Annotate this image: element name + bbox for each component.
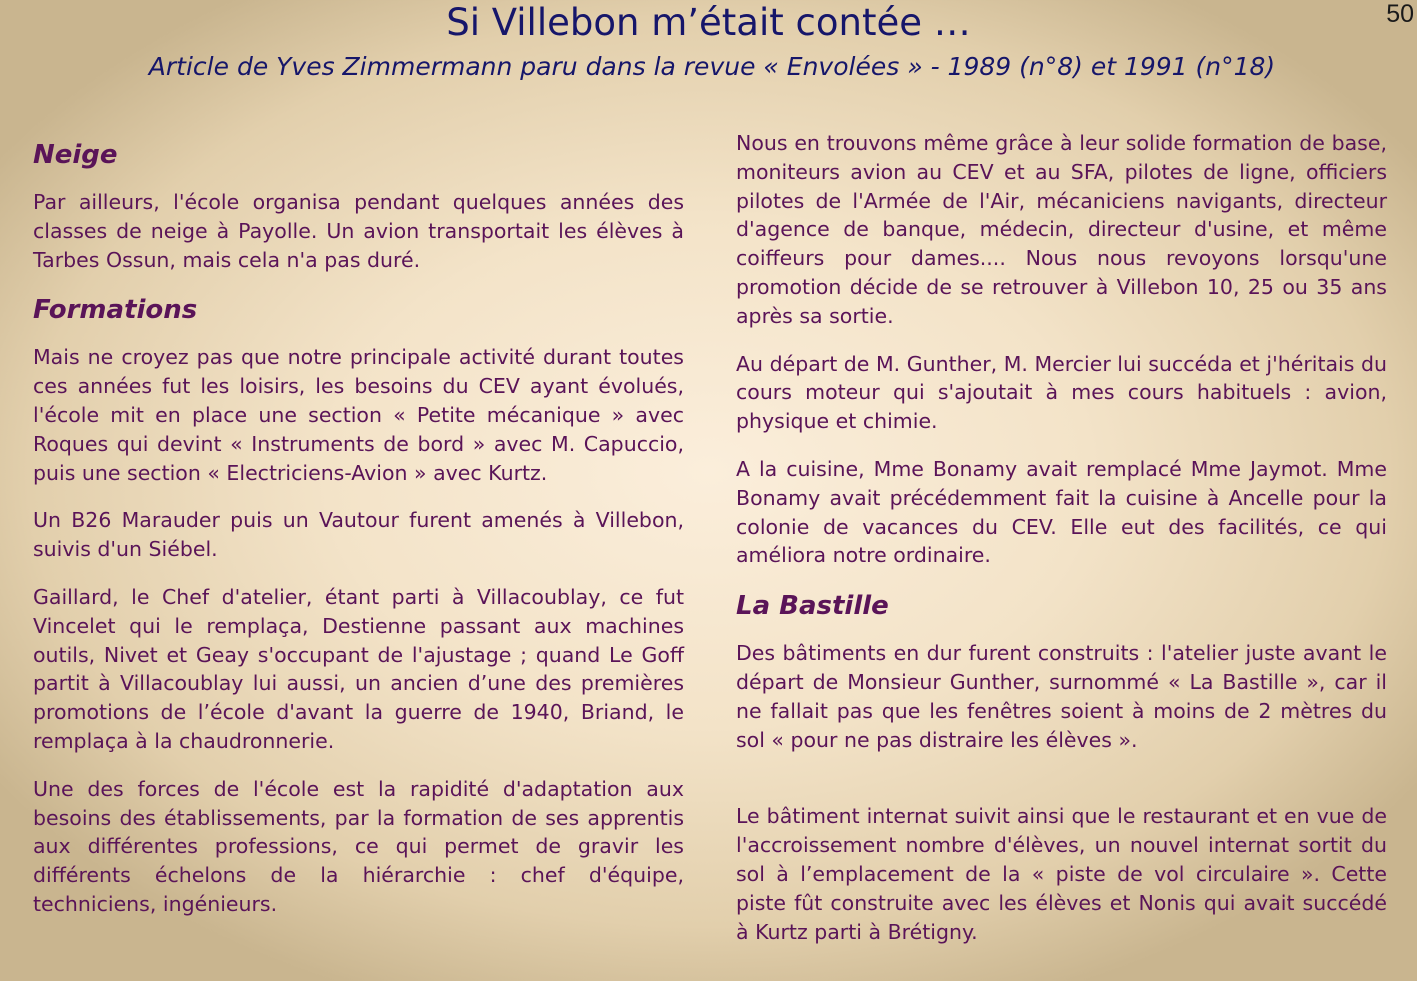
left-column <box>33 138 684 938</box>
page-subtitle: Article de Yves Zimmermann paru dans la revue « Envolées » - 1989 (n°8) et 1991 (n°18) <box>148 52 1276 81</box>
paragraph: Gaillard, le Chef d'atelier, étant parti à Villacoublay, ce fut Vincelet qui le remplaça, Destienne passant aux machines outils, Nivet et Geay s'occupant de l'ajustage ; quand Le Goff partit à Villacoublay lui aussi, un ancien d’une des premières promotions de l’école d'avant la guerre de 1940, Briand, le remplaça à la chaudronnerie. <box>33 584 684 753</box>
heading-neige: Neige <box>33 140 118 170</box>
paragraph: Par ailleurs, l'école organisa pendant quelques années des classes de neige à Payolle. Un avion transportait les élèves à Tarbes Ossun, mais cela n'a pas duré. <box>33 190 684 272</box>
paragraph: Des bâtiments en dur furent construits : l'atelier juste avant le départ de Monsieur Gunther, surnommé « La Bastille », car il ne fallait pas que les fenêtres soient à moins de 2 mètres du sol « pour ne pas distraire les élèves ». <box>736 641 1387 752</box>
paragraph: A la cuisine, Mme Bonamy avait remplacé Mme Jaymot. Mme Bonamy avait précédemment fait la cuisine à Ancelle pour la colonie de vacances du CEV. Elle eut des facilités, ce qui améliora notre ordinaire. <box>736 456 1387 568</box>
paragraph: Une des forces de l'école est la rapidité d'adaptation aux besoins des établissements, par la formation de ses apprentis aux différentes professions, ce qui permet de gravir les différents échelons de la hiérarchie : chef d'équipe, techniciens, ingénieurs. <box>33 776 684 916</box>
heading-la-bastille: La Bastille <box>736 591 889 622</box>
paragraph: Le bâtiment internat suivit ainsi que le restaurant et en vue de l'accroissement nombre d'élèves, un nouvel internat sortit du sol à l’emplacement de la « piste de vol circulaire ». Cette piste fût construite avec les élèves et Nonis qui avait succédé à Kurtz parti à Brétigny. <box>736 804 1387 944</box>
paragraph: Mais ne croyez pas que notre principale activité durant toutes ces années fut les loisirs, les besoins du CEV ayant évolués, l'école mit en place une section « Petite mécanique » avec Roques qui devint « Instruments de bord » avec M. Capuccio, puis une section « Electriciens-Avion » avec Kurtz. <box>33 345 684 485</box>
page-title: Si Villebon m’était contée … <box>446 1 971 44</box>
right-column <box>736 129 1387 965</box>
page-number: 50 <box>1386 0 1414 28</box>
paragraph: Nous en trouvons même grâce à leur solide formation de base, moniteurs avion au CEV et au SFA, pilotes de ligne, officiers pilotes de l'Armée de l'Air, mécaniciens navigants, directeur d'agence de banque, médecin, directeur d'usine, et même coiffeurs pour dames.... Nous nous revoyons lorsqu'une promotion décide de se retrouver à Villebon 10, 25 ou 35 ans après sa sortie. <box>736 131 1387 328</box>
paragraph: Au départ de M. Gunther, M. Mercier lui succéda et j'héritais du cours moteur qui s'ajoutait à mes cours habituels : avion, physique et chimie. <box>736 351 1387 434</box>
heading-formations: Formations <box>33 295 198 326</box>
paragraph: Un B26 Marauder puis un Vautour furent amenés à Villebon, suivis d'un Siébel. <box>33 508 684 562</box>
